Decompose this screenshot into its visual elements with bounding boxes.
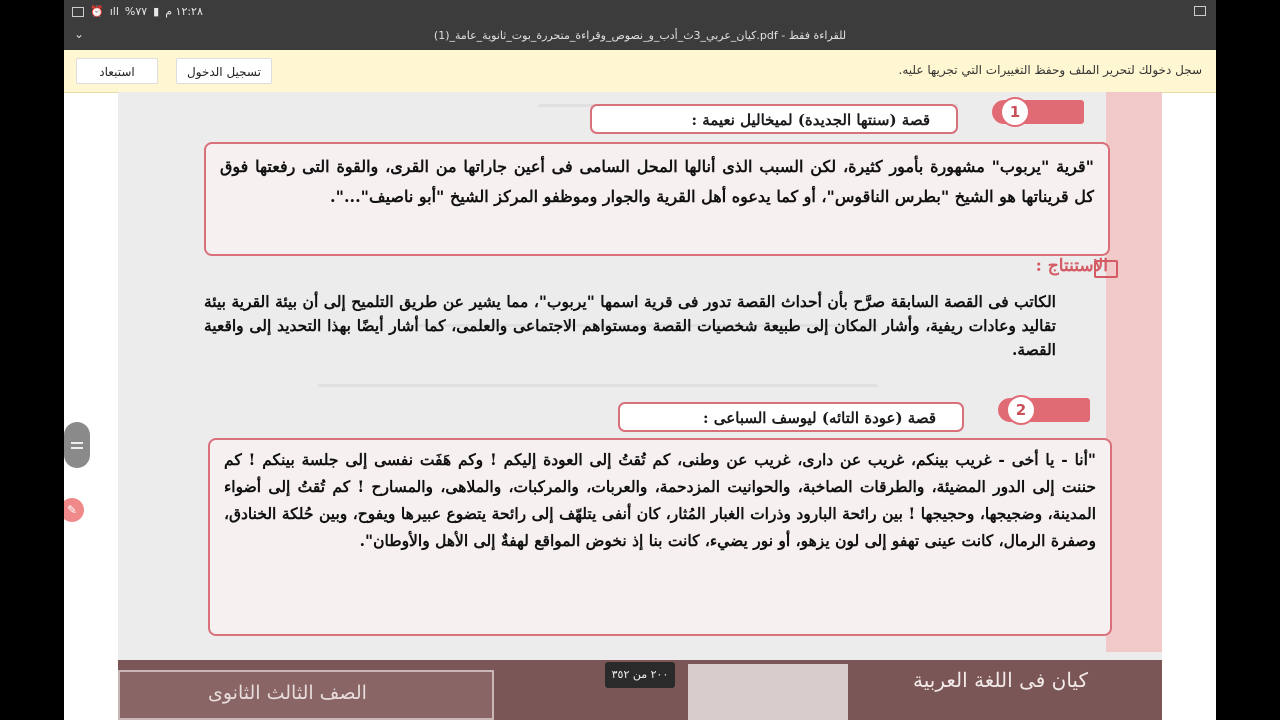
document-title: كيان_عربي_3ث_أدب_و_نصوص_وقراءة_متحررة_بوت_ثانوية_عامة_(1).pdf - للقراءة فقط	[433, 29, 847, 42]
page-side-strip	[1106, 92, 1162, 652]
footer-grade: الصف الثالث الثانوى	[208, 682, 367, 704]
pdf-viewer-window	[64, 0, 1216, 720]
section-number-tag	[992, 100, 1084, 124]
status-time: ١٢:٢٨ م	[165, 5, 203, 18]
cast-icon	[1194, 6, 1206, 19]
pdf-page	[118, 92, 1162, 720]
section-number-tag	[998, 398, 1090, 422]
conclusion-text: الكاتب فى القصة السابقة صرَّح بأن أحداث القصة تدور فى قرية اسمها "يربوب"، مما يشير عن طريق التلميح إلى أن بيئة القرية بيئة تقاليد وعادات ريفية، وأشار المكان إلى طبيعة شخصيات القصة ومستواهم الاجتماعى والعلمى، كما أشار أيضًا بهذا التحديد إلى واقعية القصة.	[204, 292, 1056, 359]
section-heading: قصة (سنتها الجديدة) لميخاليل نعيمة :	[590, 104, 958, 134]
edit-pen-icon[interactable]: ✎	[64, 498, 84, 522]
battery-level: ٧٧%	[124, 5, 148, 18]
alarm-icon: ⏰	[90, 5, 104, 18]
section-number: 2	[1006, 395, 1036, 425]
dismiss-button[interactable]: استبعاد	[76, 58, 158, 84]
status-bar	[64, 0, 1216, 24]
notification-icon	[72, 7, 84, 17]
status-left	[72, 5, 203, 18]
title-bar	[64, 24, 1216, 50]
section-number: 1	[1000, 97, 1030, 127]
battery-icon: ▮	[153, 5, 160, 18]
footer-light-block	[688, 664, 848, 720]
bleed-through-line	[318, 384, 878, 387]
sign-in-message: سجل دخولك لتحرير الملف وحفظ التغييرات التي تجريها عليه.	[898, 63, 1202, 77]
footer-brand: كيان فى اللغة العربية	[913, 668, 1088, 692]
chevron-down-icon[interactable]: ⌄	[74, 27, 85, 41]
signal-icon: ıll	[109, 5, 119, 18]
scroll-handle[interactable]	[64, 422, 90, 468]
login-button[interactable]: تسجيل الدخول	[176, 58, 272, 84]
sign-in-banner	[64, 50, 1216, 93]
page-indicator: ٢٠٠ من ٣٥٢	[605, 662, 675, 688]
conclusion-title: الاستنتاج :	[1035, 256, 1108, 276]
story-quote: "أنا - يا أخى - غريب بينكم، غريب عن دارى، غريب عن وطنى، كم تُقتُ إلى العودة إليكم ! وكم هَفَت نفسى إلى جلسة بينكم ! كم حننت إلى الدور المضيئة، والطرقات الصاخبة، والحوانيت المزدحمة، والعربات، والمركبات، والملاهى، والمسارح ! كم تُقتُ إلى أضواء المدينة، وضجيجها، وحجيجها ! بين رائحة البارود وذرات الغبار المُثار، كان أنفى يتلهّف إلى رائحة يتضوع عبيرها ويفوح، وبين حُلكة الخنادق، وصفرة الرمال، كانت عينى تهفو إلى لون يزهو، أو نور يضيء، كانت بنا إذ نخوض المواقع لهفةٌ إلى الأهل والأوطان".	[208, 438, 1112, 636]
story-quote: "قرية "يربوب" مشهورة بأمور كثيرة، لكن السبب الذى أنالها المحل السامى فى أعين جاراتها من القرى، والقوة التى رفعتها فوق كل قريناتها هو الشيخ "بطرس الناقوس"، أو كما يدعوه أهل القرية والجوار وموظفو المركز الشيخ "أبو ناصيف"...".	[204, 142, 1110, 256]
section-heading: قصة (عودة التائه) ليوسف السباعى :	[618, 402, 964, 432]
